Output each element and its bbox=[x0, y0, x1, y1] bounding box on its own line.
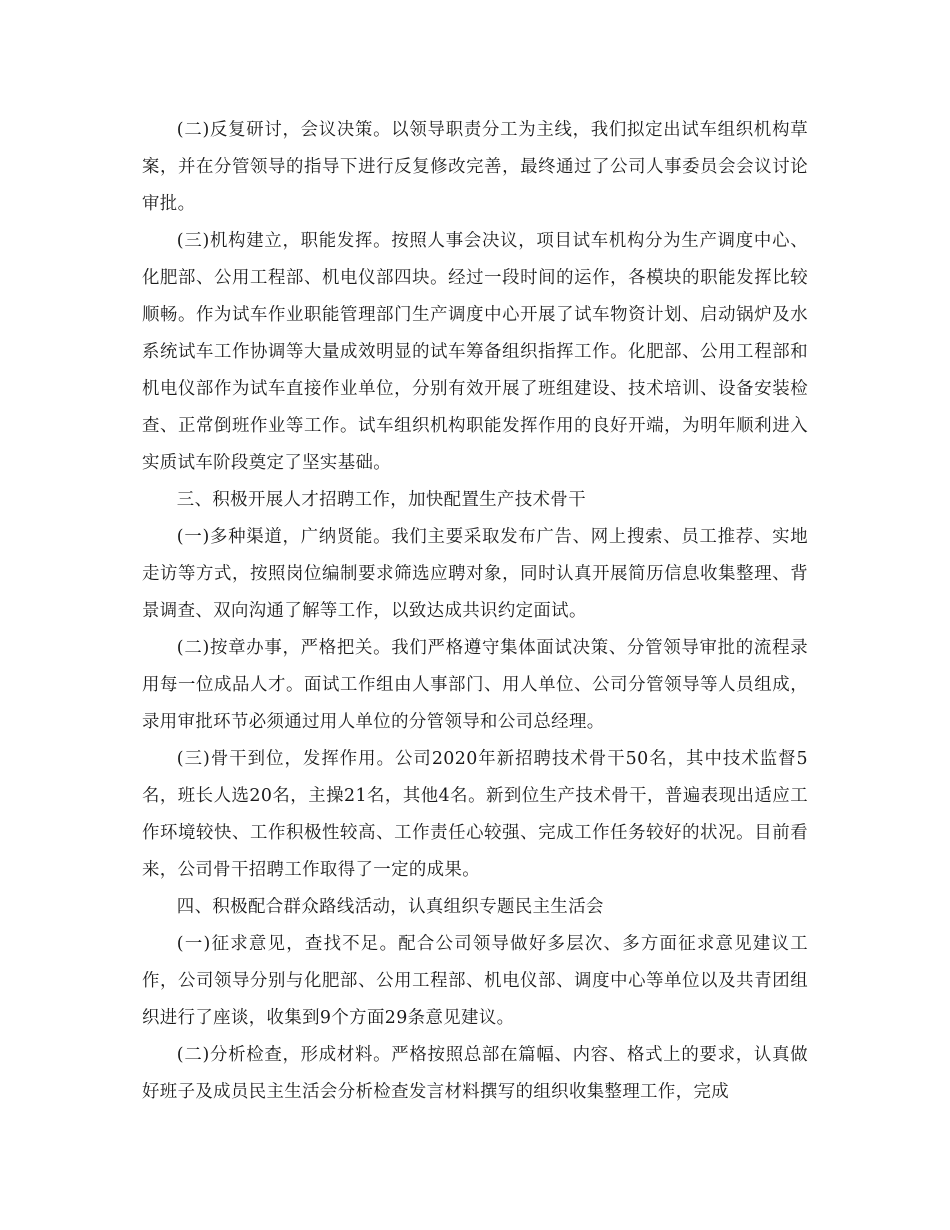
paragraph-4: (一)多种渠道，广纳贤能。我们主要采取发布广告、网上搜索、员工推荐、实地走访等方式，按照岗位编制要求筛选应聘对象，同时认真开展简历信息收集整理、背景调查、双向沟通了解等工作，以致达成共识约定面试。 bbox=[142, 527, 808, 621]
paragraph-2: (三)机构建立，职能发挥。按照人事会决议，项目试车机构分为生产调度中心、化肥部、公用工程部、机电仪部四块。经过一段时间的运作，各模块的职能发挥比较顺畅。作为试车作业职能管理部门生产调度中心开展了试车物资计划、启动锅炉及水系统试车工作协调等大量成效明显的试车筹备组织指挥工作。化肥部、公用工程部和机电仪部作为试车直接作业单位，分别有效开展了班组建设、技术培训、设备安装检查、正常倒班作业等工作。试车组织机构职能发挥作用的良好开端，为明年顺利进入实质试车阶段奠定了坚实基础。 bbox=[142, 231, 808, 473]
document-page bbox=[142, 112, 808, 1111]
paragraph-5: (二)按章办事，严格把关。我们严格遵守集体面试决策、分管领导审批的流程录用每一位成品人才。面试工作组由人事部门、用人单位、公司分管领导等人员组成，录用审批环节必须通过用人单位的分管领导和公司总经理。 bbox=[142, 638, 808, 732]
paragraph-6: (三)骨干到位，发挥作用。公司2020年新招聘技术骨干50名，其中技术监督5名，班长人选20名，主操21名，其他4名。新到位生产技术骨干，普遍表现出适应工作环境较快、工作积极性较高、工作责任心较强、完成工作任务较好的状况。目前看来，公司骨干招聘工作取得了一定的成果。 bbox=[142, 749, 808, 880]
section-heading-4: 四、积极配合群众路线活动，认真组织专题民主生活会 bbox=[176, 897, 604, 917]
section-heading-3: 三、积极开展人才招聘工作，加快配置生产技术骨干 bbox=[176, 490, 586, 510]
paragraph-1: (二)反复研讨，会议决策。以领导职责分工为主线，我们拟定出试车组织机构草案，并在分管领导的指导下进行反复修改完善，最终通过了公司人事委员会会议讨论审批。 bbox=[142, 120, 808, 214]
paragraph-9: (二)分析检查，形成材料。严格按照总部在篇幅、内容、格式上的要求，认真做好班子及成员民主生活会分析检查发言材料撰写的组织收集整理工作，完成 bbox=[142, 1045, 808, 1102]
paragraph-8: (一)征求意见，查找不足。配合公司领导做好多层次、多方面征求意见建议工作，公司领导分别与化肥部、公用工程部、机电仪部、调度中心等单位以及共青团组织进行了座谈，收集到9个方面29条意见建议。 bbox=[142, 934, 808, 1028]
